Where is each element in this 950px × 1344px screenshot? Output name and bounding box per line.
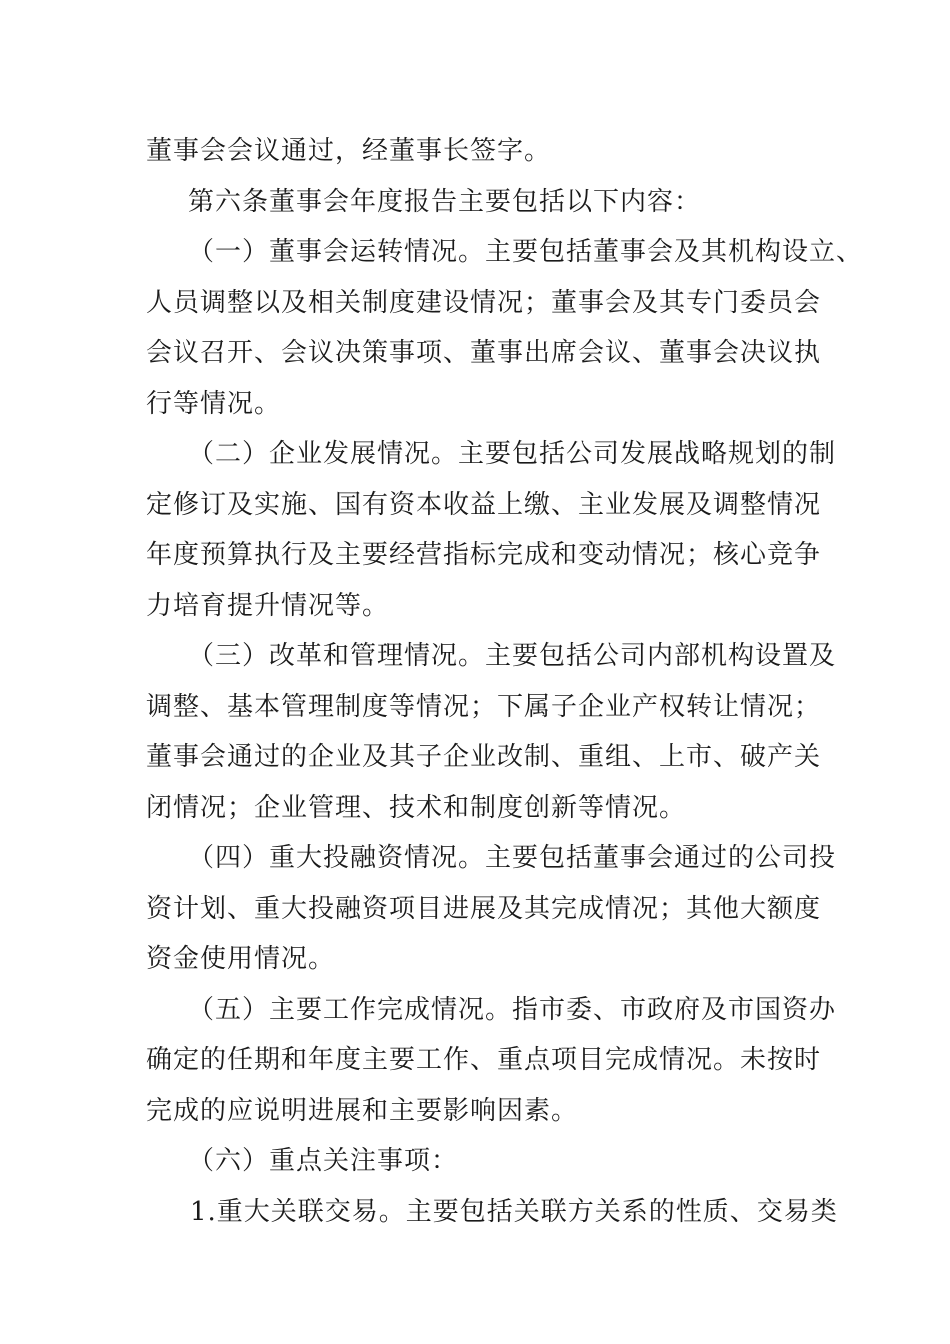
text-line: 定修订及实施、国有资本收益上缴、主业发展及调整情况 (146, 489, 822, 520)
section-2-start: （二）企业发展情况。主要包括公司发展战略规划的制 (188, 439, 837, 469)
text-line: 资金使用情况。 (146, 944, 336, 974)
numbered-item-1: 1.重大关联交易。主要包括关联方关系的性质、交易类 (190, 1196, 838, 1227)
section-5-start: （五）主要工作完成情况。指市委、市政府及市国资办 (188, 994, 837, 1025)
section-4-start: （四）重大投融资情况。主要包括董事会通过的公司投 (188, 843, 837, 873)
text-line: 调整、基本管理制度等情况；下属子企业产权转让情况； (146, 691, 822, 722)
text-line: 行等情况。 (146, 388, 282, 419)
document-body (146, 126, 864, 1237)
text-line: 资计划、重大投融资项目进展及其完成情况；其他大额度 (146, 893, 822, 924)
text-line: 董事会通过的企业及其子企业改制、重组、上市、破产关 (146, 742, 822, 772)
text-line: 闭情况；企业管理、技术和制度创新等情况。 (146, 792, 687, 823)
text-line: 年度预算执行及主要经营指标完成和变动情况；核心竞争 (146, 540, 822, 570)
text-line: 确定的任期和年度主要工作、重点项目完成情况。未按时 (146, 1045, 822, 1075)
section-3-start: （三）改革和管理情况。主要包括公司内部机构设置及 (188, 641, 837, 671)
text-line: 董事会会议通过，经董事长签字。 (146, 136, 552, 166)
section-1-start: （一）董事会运转情况。主要包括董事会及其机构设立、 (188, 237, 864, 267)
text-line: 会议召开、会议决策事项、董事出席会议、董事会决议执 (146, 338, 822, 368)
article-heading: 第六条董事会年度报告主要包括以下内容： (188, 186, 702, 217)
text-line: 人员调整以及相关制度建设情况；董事会及其专门委员会 (146, 287, 822, 318)
section-6-heading: （六）重点关注事项： (188, 1146, 459, 1176)
text-line: 力培育提升情况等。 (146, 590, 390, 621)
text-line: 完成的应说明进展和主要影响因素。 (146, 1095, 579, 1126)
